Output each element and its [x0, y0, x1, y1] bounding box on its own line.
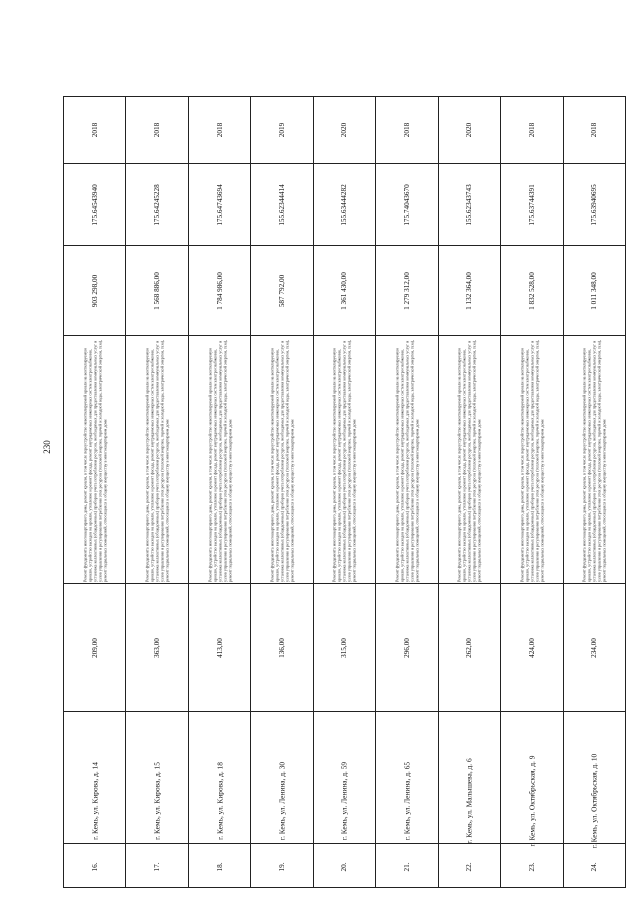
works-description-text: Ремонт фундамента многоквартирного дома, ремонт кровли, в том числе переустройство невентилируемой кровли на вентилируемую кровлю, устройство выходов на кровлю, утепление и ремонт фасада, ремонт внутридомовых инженерных систем электроснабжения, установка коллективных (общедомовых) приборов учета потребления ресурсов, необходимых для предоставления коммунальных услуг и узлов управления и регулирования потребления этих ресурсов (тепловой энергии, горячей и холодной воды, электрической энергии, газа), ремонт подвальных помещений, относящихся к общему имуществу в многоквартирном доме: [394, 339, 420, 582]
works-description-text: Ремонт фундамента многоквартирного дома, ремонт кровли, в том числе переустройство невентилируемой кровли на вентилируемую кровлю, устройство выходов на кровлю, утепление и ремонт фасада, ремонт внутридомовых инженерных систем электроснабжения, установка коллективных (общедомовых) приборов учета потребления ресурсов, необходимых для предоставления коммунальных услуг и узлов управления и регулирования потребления этих ресурсов (тепловой энергии, горячей и холодной воды, электрической энергии, газа), ремонт подвальных помещений, относящихся к общему имуществу в многоквартирном доме: [331, 339, 358, 582]
table-row: [64, 97, 125, 887]
works-description-text: Ремонт фундамента многоквартирного дома, ремонт кровли, в том числе переустройство невентилируемой кровли на вентилируемую кровлю, устройство выходов на кровлю, утепление и ремонт фасада, ремонт внутридомовых инженерных систем электроснабжения, установка коллективных (общедомовых) приборов учета потребления ресурсов, необходимых для предоставления коммунальных услуг и узлов управления и регулирования потребления этих ресурсов (тепловой энергии, горячей и холодной воды, электрической энергии, газа), ремонт подвальных помещений, относящихся к общему имуществу в многоквартирном доме: [581, 339, 607, 582]
works-description-cell: [251, 335, 312, 583]
cadastral-number-text: 175.63744391: [527, 183, 536, 226]
cadastral-number-text: 155.62343743: [465, 183, 474, 226]
area-text: 209,00: [90, 637, 99, 658]
area-text: 413,00: [215, 637, 224, 658]
cost-cell: [501, 245, 562, 335]
cadastral-number-text: 155.62344414: [278, 183, 287, 226]
works-description-text: Ремонт фундамента многоквартирного дома, ремонт кровли, в том числе переустройство невентилируемой кровли на вентилируемую кровлю, устройство выходов на кровлю, утепление и ремонт фасада, ремонт внутридомовых инженерных систем электроснабжения, установка коллективных (общедомовых) приборов учета потребления ресурсов, необходимых для предоставления коммунальных услуг и узлов управления и регулирования потребления этих ресурсов (тепловой энергии, горячей и холодной воды, электрической энергии, газа), ремонт подвальных помещений, относящихся к общему имуществу в многоквартирном доме: [269, 339, 295, 582]
year-text: 2018: [590, 122, 599, 138]
area-text: 136,00: [278, 637, 287, 658]
area-cell: [501, 583, 562, 711]
area-cell: [251, 583, 312, 711]
address-text: г. Кемь, ул. Малышева, д. 6: [464, 757, 474, 844]
address-text: г. Кемь, ул. Ленина, д. 30: [277, 761, 287, 840]
cadastral-number-cell: [439, 163, 500, 245]
year-text: 2018: [90, 122, 99, 138]
year-text: 2019: [278, 122, 287, 138]
cost-cell: [64, 245, 125, 335]
table-row: [313, 97, 375, 887]
row-number-text: 20.: [340, 862, 349, 871]
table-row: [375, 97, 437, 887]
year-cell: [251, 97, 312, 163]
works-description-cell: [376, 335, 437, 583]
cost-text: 1 361 430,00: [340, 271, 349, 310]
cost-cell: [376, 245, 437, 335]
row-number-cell: [564, 843, 625, 889]
cost-text: 1 279 312,00: [402, 271, 411, 310]
works-description-text: Ремонт фундамента многоквартирного дома, ремонт кровли, в том числе переустройство невентилируемой кровли на вентилируемую кровлю, устройство выходов на кровлю, утепление и ремонт фасада, ремонт внутридомовых инженерных систем электроснабжения, установка коллективных (общедомовых) приборов учета потребления ресурсов, необходимых для предоставления коммунальных услуг и узлов управления и регулирования потребления этих ресурсов (тепловой энергии, горячей и холодной воды, электрической энергии, газа), ремонт подвальных помещений, относящихся к общему имуществу в многоквартирном доме: [519, 339, 545, 582]
row-number-text: 17.: [153, 862, 162, 871]
cost-text: 1 784 986,00: [215, 271, 224, 310]
cost-text: 903 298,00: [90, 274, 99, 307]
row-number-text: 21.: [402, 862, 411, 871]
works-description-cell: [314, 335, 375, 583]
cadastral-number-cell: [314, 163, 375, 245]
area-text: 234,00: [590, 637, 599, 658]
year-cell: [439, 97, 500, 163]
row-number-cell: [501, 843, 562, 889]
year-cell: [314, 97, 375, 163]
table-row: [438, 97, 500, 887]
area-text: 262,00: [465, 637, 474, 658]
area-cell: [376, 583, 437, 711]
cost-text: 1 832 528,00: [527, 271, 536, 310]
cadastral-number-text: 175.64245228: [153, 183, 162, 226]
area-text: 424,00: [527, 637, 536, 658]
address-text: г. Кемь, ул. Кирова, д. 18: [215, 761, 225, 840]
row-number-cell: [439, 843, 500, 889]
area-cell: [564, 583, 625, 711]
year-cell: [126, 97, 187, 163]
year-cell: [189, 97, 250, 163]
address-text: г. Кемь, ул. Ленина, д. 65: [402, 761, 412, 840]
row-number-text: 22.: [465, 862, 474, 871]
area-cell: [64, 583, 125, 711]
cost-text: 587 792,00: [278, 274, 287, 307]
year-text: 2020: [465, 122, 474, 138]
row-number-text: 19.: [278, 862, 287, 871]
table-row: [500, 97, 562, 887]
year-text: 2018: [153, 122, 162, 138]
cost-text: 1 132 364,00: [465, 271, 474, 310]
row-number-cell: [376, 843, 437, 889]
works-description-cell: [126, 335, 187, 583]
area-text: 315,00: [340, 637, 349, 658]
row-number-cell: [251, 843, 312, 889]
cadastral-number-text: 155.63444282: [340, 183, 349, 226]
works-description-text: Ремонт фундамента многоквартирного дома, ремонт кровли, в том числе переустройство невентилируемой кровли на вентилируемую кровлю, устройство выходов на кровлю, утепление и ремонт фасада, ремонт внутридомовых инженерных систем электроснабжения, установка коллективных (общедомовых) приборов учета потребления ресурсов, необходимых для предоставления коммунальных услуг и узлов управления и регулирования потребления этих ресурсов (тепловой энергии, горячей и холодной воды, электрической энергии, газа), ремонт подвальных помещений, относящихся к общему имуществу в многоквартирном доме: [206, 339, 233, 582]
row-number-cell: [126, 843, 187, 889]
cost-cell: [564, 245, 625, 335]
year-text: 2018: [527, 122, 536, 138]
works-description-cell: [564, 335, 625, 583]
row-number-text: 16.: [90, 862, 99, 871]
address-text: г. Кемь, ул. Ленина, д. 59: [339, 761, 349, 840]
works-description-cell: [189, 335, 250, 583]
works-description-cell: [501, 335, 562, 583]
cadastral-number-cell: [376, 163, 437, 245]
year-cell: [501, 97, 562, 163]
table-row: [188, 97, 250, 887]
works-description-text: Ремонт фундамента многоквартирного дома, ремонт кровли, в том числе переустройство невентилируемой кровли на вентилируемую кровлю, устройство выходов на кровлю, утепление и ремонт фасада, ремонт внутридомовых инженерных систем электроснабжения, установка коллективных (общедомовых) приборов учета потребления ресурсов, необходимых для предоставления коммунальных услуг и узлов управления и регулирования потребления этих ресурсов (тепловой энергии, горячей и холодной воды, электрической энергии, газа), ремонт подвальных помещений, относящихся к общему имуществу в многоквартирном доме: [456, 339, 482, 582]
cost-cell: [251, 245, 312, 335]
area-cell: [126, 583, 187, 711]
year-cell: [64, 97, 125, 163]
address-text: г. Кемь, ул. Октябрьская, д. 10: [589, 753, 599, 848]
cadastral-number-cell: [189, 163, 250, 245]
row-number-cell: [189, 843, 250, 889]
cost-cell: [439, 245, 500, 335]
row-number-text: 24.: [590, 862, 599, 871]
cost-cell: [189, 245, 250, 335]
works-description-cell: [439, 335, 500, 583]
cadastral-number-cell: [64, 163, 125, 245]
area-text: 363,00: [153, 637, 162, 658]
cadastral-number-cell: [251, 163, 312, 245]
row-number-text: 23.: [527, 862, 536, 871]
cadastral-number-text: 175.63940695: [590, 183, 599, 226]
cost-text: 1 011 348,00: [590, 271, 599, 310]
cost-cell: [126, 245, 187, 335]
works-description-text: Ремонт фундамента многоквартирного дома, ремонт кровли, в том числе переустройство невентилируемой кровли на вентилируемую кровлю, устройство выходов на кровлю, утепление и ремонт фасада, ремонт внутридомовых инженерных систем электроснабжения, установка коллективных (общедомовых) приборов учета потребления ресурсов, необходимых для предоставления коммунальных услуг и узлов управления и регулирования потребления этих ресурсов (тепловой энергии, горячей и холодной воды, электрической энергии, газа), ремонт подвальных помещений, относящихся к общему имуществу в многоквартирном доме: [81, 339, 108, 582]
row-number-text: 18.: [215, 862, 224, 871]
cadastral-number-text: 175.64743694: [215, 183, 224, 226]
year-text: 2018: [402, 122, 411, 138]
year-cell: [376, 97, 437, 163]
area-cell: [314, 583, 375, 711]
row-number-cell: [64, 843, 125, 889]
cadastral-number-cell: [126, 163, 187, 245]
capital-repair-table: [63, 96, 626, 888]
year-text: 2020: [340, 122, 349, 138]
works-description-text: Ремонт фундамента многоквартирного дома, ремонт кровли, в том числе переустройство невентилируемой кровли на вентилируемую кровлю, устройство выходов на кровлю, утепление и ремонт фасада, ремонт внутридомовых инженерных систем электроснабжения, установка коллективных (общедомовых) приборов учета потребления ресурсов, необходимых для предоставления коммунальных услуг и узлов управления и регулирования потребления этих ресурсов (тепловой энергии, горячей и холодной воды, электрической энергии, газа), ремонт подвальных помещений, относящихся к общему имуществу в многоквартирном доме: [144, 339, 170, 582]
works-description-cell: [64, 335, 125, 583]
table-row: [563, 97, 625, 887]
cadastral-number-cell: [501, 163, 562, 245]
cadastral-number-text: 175.64543940: [90, 183, 99, 226]
address-text: г. Кемь, ул. Октябрьская, д. 9: [527, 755, 537, 846]
area-cell: [189, 583, 250, 711]
area-text: 296,00: [402, 637, 411, 658]
table-row: [250, 97, 312, 887]
cadastral-number-cell: [564, 163, 625, 245]
address-text: г. Кемь, ул. Кирова, д. 14: [90, 761, 100, 840]
cost-cell: [314, 245, 375, 335]
cadastral-number-text: 175.74043670: [402, 183, 411, 226]
table-row: [125, 97, 187, 887]
page-number: 230: [42, 440, 52, 454]
year-cell: [564, 97, 625, 163]
address-text: г. Кемь, ул. Кирова, д. 15: [152, 761, 162, 840]
cost-text: 1 568 886,00: [153, 271, 162, 310]
area-cell: [439, 583, 500, 711]
year-text: 2018: [215, 122, 224, 138]
row-number-cell: [314, 843, 375, 889]
